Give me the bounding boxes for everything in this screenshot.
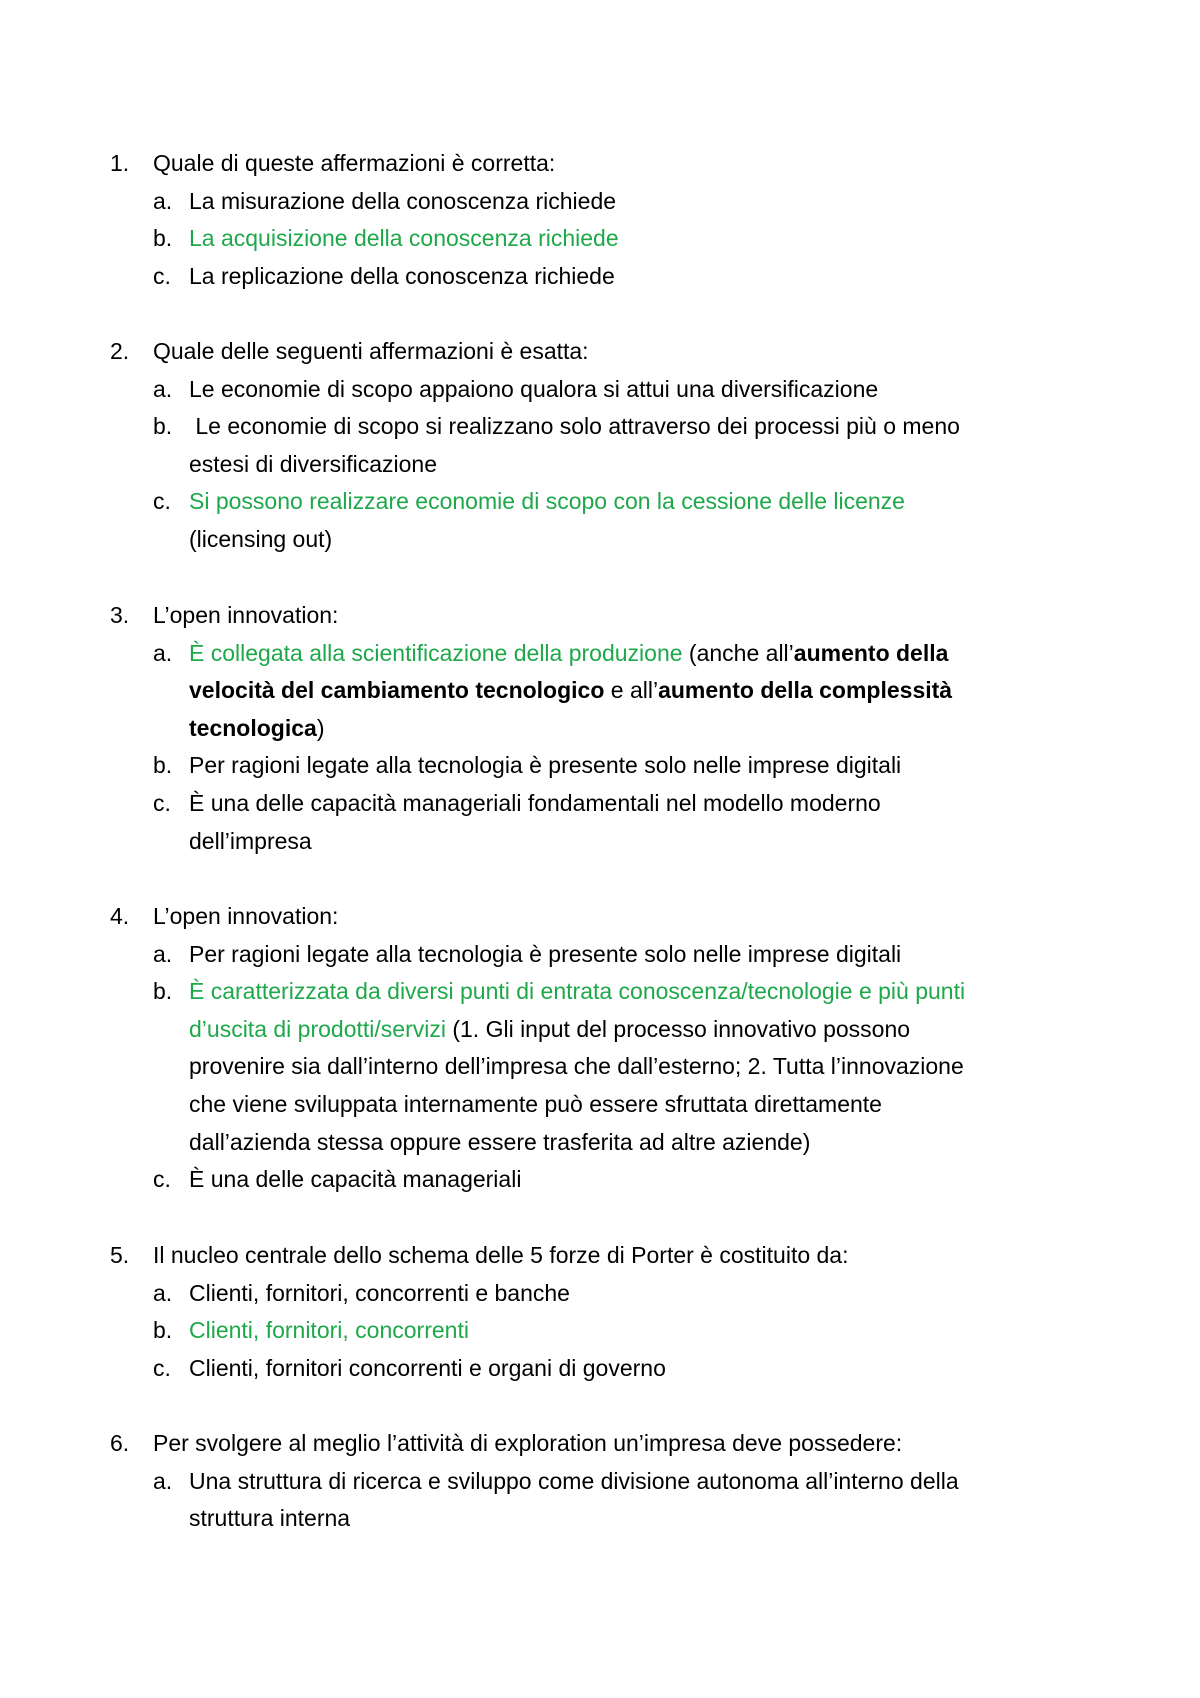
correct-answer-text: È collegata alla scientificazione della produzione	[189, 639, 683, 666]
option-text: struttura interna	[189, 1505, 351, 1532]
bold-text: aumento della	[793, 639, 949, 666]
option-text: È una delle capacità manageriali	[189, 1166, 522, 1193]
option-a	[110, 371, 1100, 409]
option-b-correct	[110, 1312, 1100, 1350]
note-text: (anche all’	[682, 639, 794, 666]
option-letter: a.	[153, 1279, 173, 1306]
option-a-continuation	[110, 1500, 1100, 1538]
option-b-correct	[110, 973, 1100, 1011]
option-letter: c.	[153, 488, 171, 515]
option-letter: a.	[153, 1467, 173, 1494]
option-c	[110, 1350, 1100, 1388]
question-number: 4.	[110, 903, 130, 929]
question-line	[110, 1425, 1100, 1463]
bold-text: tecnologica	[189, 714, 317, 741]
option-b-correct	[110, 220, 1100, 258]
option-text: Per ragioni legate alla tecnologia è presente solo nelle imprese digitali	[189, 752, 902, 779]
option-letter: b.	[153, 225, 173, 252]
correct-answer-text: È caratterizzata da diversi punti di entrata conoscenza/tecnologie e più punti	[189, 978, 966, 1005]
option-letter: a.	[153, 639, 173, 666]
option-letter: c.	[153, 262, 171, 289]
option-text: La replicazione della conoscenza richiede	[189, 262, 615, 289]
option-text: La misurazione della conoscenza richiede	[189, 187, 617, 214]
question-4	[110, 898, 1100, 1199]
option-c-continuation	[110, 521, 1100, 559]
question-text: Quale di queste affermazioni è corretta:	[153, 150, 556, 176]
option-text: Clienti, fornitori, concorrenti	[189, 1317, 469, 1344]
option-text: Le economie di scopo si realizzano solo attraverso dei processi più o meno	[189, 413, 960, 440]
option-text: Per ragioni legate alla tecnologia è presente solo nelle imprese digitali	[189, 940, 902, 967]
option-a	[110, 936, 1100, 974]
option-text: estesi di diversificazione	[189, 450, 438, 477]
question-line	[110, 333, 1100, 371]
option-c	[110, 1161, 1100, 1199]
correct-answer-text: d’uscita di prodotti/servizi	[189, 1015, 446, 1042]
option-text: Una struttura di ricerca e sviluppo come divisione autonoma all’interno della	[189, 1467, 959, 1494]
question-text: L’open innovation:	[153, 903, 339, 929]
option-letter: b.	[153, 752, 173, 779]
option-b	[110, 408, 1100, 446]
note-text: )	[316, 714, 325, 741]
option-a	[110, 183, 1100, 221]
option-b-continuation	[110, 1086, 1100, 1124]
bold-text: velocità del cambiamento tecnologico	[189, 677, 605, 704]
option-c-correct	[110, 483, 1100, 521]
option-text: Si possono realizzare economie di scopo con la cessione delle licenze	[189, 488, 905, 515]
note-text: e all’	[604, 677, 659, 704]
option-b-continuation	[110, 1124, 1100, 1162]
option-text	[189, 635, 948, 673]
question-line	[110, 1237, 1100, 1275]
option-letter: a.	[153, 940, 173, 967]
bold-text: aumento della complessità	[658, 677, 953, 704]
option-a	[110, 1275, 1100, 1313]
question-6	[110, 1425, 1100, 1538]
option-text	[189, 710, 324, 748]
question-number: 5.	[110, 1242, 130, 1268]
question-3	[110, 597, 1100, 860]
question-number: 1.	[110, 150, 130, 176]
option-b	[110, 747, 1100, 785]
option-b-continuation	[110, 1048, 1100, 1086]
option-letter: c.	[153, 1166, 171, 1193]
option-text: Clienti, fornitori, concorrenti e banche	[189, 1279, 570, 1306]
question-5	[110, 1237, 1100, 1387]
option-text: È una delle capacità manageriali fondamentali nel modello moderno	[189, 789, 881, 816]
question-2	[110, 333, 1100, 559]
option-text: Le economie di scopo appaiono qualora si attui una diversificazione	[189, 375, 879, 402]
option-letter: c.	[153, 789, 171, 816]
option-letter: a.	[153, 375, 173, 402]
question-text: Quale delle seguenti affermazioni è esatta:	[153, 338, 589, 364]
question-number: 6.	[110, 1430, 130, 1456]
question-line	[110, 898, 1100, 936]
question-line	[110, 597, 1100, 635]
option-b-continuation	[110, 446, 1100, 484]
option-a-correct	[110, 635, 1100, 673]
note-text: (1. Gli input del processo innovativo possono	[445, 1015, 911, 1042]
option-text	[189, 1011, 910, 1049]
option-text	[189, 672, 952, 710]
question-text: Per svolgere al meglio l’attività di exploration un’impresa deve possedere:	[153, 1430, 903, 1456]
question-number: 3.	[110, 602, 130, 628]
question-1	[110, 145, 1100, 295]
option-letter: b.	[153, 413, 173, 440]
option-c-continuation	[110, 823, 1100, 861]
option-text: La acquisizione della conoscenza richiede	[189, 225, 619, 252]
option-text: (licensing out)	[189, 525, 333, 552]
note-text: che viene sviluppata internamente può essere sfruttata direttamente	[189, 1090, 882, 1117]
option-a	[110, 1463, 1100, 1501]
question-line	[110, 145, 1100, 183]
question-number: 2.	[110, 338, 130, 364]
option-b-continuation	[110, 1011, 1100, 1049]
option-c	[110, 785, 1100, 823]
option-letter: b.	[153, 1317, 173, 1344]
option-letter: c.	[153, 1354, 171, 1381]
option-text: dell’impresa	[189, 827, 312, 854]
option-text: Clienti, fornitori concorrenti e organi di governo	[189, 1354, 666, 1381]
option-c	[110, 258, 1100, 296]
option-letter: a.	[153, 187, 173, 214]
option-letter: b.	[153, 978, 173, 1005]
note-text: dall’azienda stessa oppure essere trasferita ad altre aziende)	[189, 1128, 811, 1155]
option-a-continuation	[110, 672, 1100, 710]
note-text: provenire sia dall’interno dell’impresa che dall’esterno; 2. Tutta l’innovazione	[189, 1053, 964, 1080]
question-text: Il nucleo centrale dello schema delle 5 forze di Porter è costituito da:	[153, 1242, 849, 1268]
question-text: L’open innovation:	[153, 602, 339, 628]
option-a-continuation	[110, 710, 1100, 748]
